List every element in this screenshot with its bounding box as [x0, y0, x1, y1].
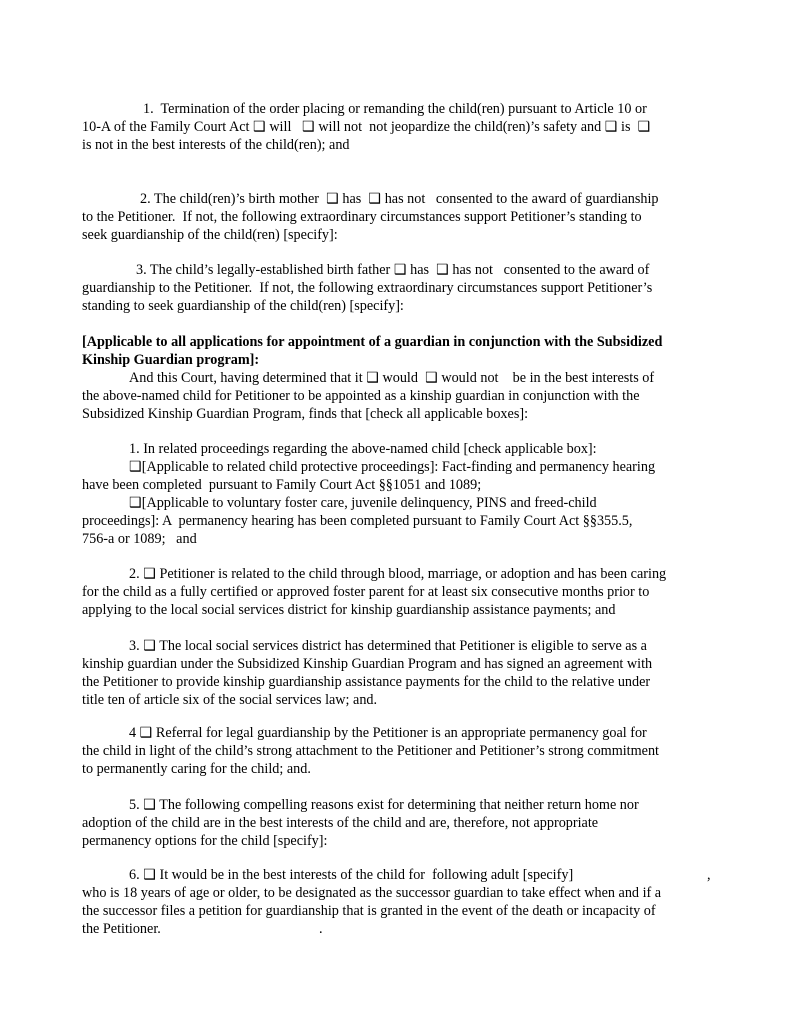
- k-item2-line3: applying to the local social services district for kinship guardianship assistance payments; and: [82, 602, 616, 618]
- kinship-intro-line2: the above-named child for Petitioner to be appointed as a kinship guardian in conjunction with the: [82, 388, 640, 404]
- item3-line3: standing to seek guardianship of the child(ren) [specify]:: [82, 298, 404, 314]
- k-item6-line4: the Petitioner.: [82, 921, 161, 937]
- item3-line1: 3. The child’s legally-established birth father ❑ has ❑ has not consented to the award of: [136, 262, 650, 278]
- will-checkbox[interactable]: ❑: [253, 119, 266, 135]
- k-item4-line3: to permanently caring for the child; and.: [82, 761, 311, 777]
- item2-line1: 2. The child(ren)’s birth mother ❑ has ❑ has not consented to the award of guardianship: [140, 191, 659, 207]
- k-item4-line1: 4 ❑ Referral for legal guardianship by the Petitioner is an appropriate permanency goal for: [129, 725, 647, 741]
- k-item1-opt-b-line1: ❑[Applicable to voluntary foster care, juvenile delinquency, PINS and freed-child: [129, 495, 597, 511]
- is-not-checkbox[interactable]: ❑: [637, 119, 651, 135]
- successor-guardian-checkbox[interactable]: ❑: [143, 867, 156, 883]
- k-item1-opt-b-line2: proceedings]: A permanency hearing has been completed pursuant to Family Court Act §§355.5,: [82, 513, 633, 529]
- father-has-checkbox[interactable]: ❑: [393, 262, 407, 278]
- is-checkbox[interactable]: ❑: [604, 119, 618, 135]
- item1-line3: is not in the best interests of the child(ren); and: [82, 137, 350, 153]
- k-item6-line1-comma: ,: [707, 867, 711, 883]
- mother-has-checkbox[interactable]: ❑: [326, 191, 339, 207]
- father-has-not-checkbox[interactable]: ❑: [436, 262, 449, 278]
- k-item3-line4: title ten of article six of the social services law; and.: [82, 692, 378, 708]
- k-item3-line2: kinship guardian under the Subsidized Kinship Guardian Program and has signed an agreement with: [82, 656, 653, 672]
- would-not-checkbox[interactable]: ❑: [425, 370, 438, 386]
- k-item5-line3: permanency options for the child [specify]:: [82, 833, 328, 849]
- related-by-blood-checkbox[interactable]: ❑: [143, 566, 156, 582]
- district-eligible-checkbox[interactable]: ❑: [143, 638, 156, 654]
- k-item1-line1: 1. In related proceedings regarding the above-named child [check applicable box]:: [129, 441, 597, 457]
- kinship-intro-line3: Subsidized Kinship Guardian Program, finds that [check all applicable boxes]:: [82, 406, 529, 422]
- k-item3-line3: the Petitioner to provide kinship guardianship assistance payments for the child to the relative under: [82, 674, 651, 690]
- item2-line2: to the Petitioner. If not, the following extraordinary circumstances support Petitioner’s standing to: [82, 209, 642, 225]
- kinship-intro-line1: And this Court, having determined that it ❑ would ❑ would not be in the best interests of: [129, 370, 655, 386]
- kinship-heading-line2: Kinship Guardian program]:: [82, 352, 260, 368]
- k-item1-opt-a-line1: ❑[Applicable to related child protective proceedings]: Fact-finding and permanency hearing: [129, 459, 656, 475]
- k-item6-line2: who is 18 years of age or older, to be designated as the successor guardian to take effect when and if a: [82, 885, 662, 901]
- k-item6-line3: the successor files a petition for guardianship that is granted in the event of the death or incapacity of: [82, 903, 656, 919]
- k-item6-line4-period: .: [319, 921, 323, 937]
- k-item6-line1: 6. ❑ It would be in the best interests of the child for following adult [specify]: [129, 867, 574, 883]
- k-item2-line2: for the child as a fully certified or approved foster parent for at least six consecutive months prior to: [82, 584, 650, 600]
- k-item1-opt-a-line2: have been completed pursuant to Family Court Act §§1051 and 1089;: [82, 477, 482, 493]
- k-item2-line1: 2. ❑ Petitioner is related to the child through blood, marriage, or adoption and has been caring: [129, 566, 667, 582]
- k-item5-line2: adoption of the child are in the best interests of the child and are, therefore, not appropriate: [82, 815, 599, 831]
- kinship-heading-line1: [Applicable to all applications for appointment of a guardian in conjunction with the Subsidized: [82, 334, 663, 350]
- k-item3-line1: 3. ❑ The local social services district has determined that Petitioner is eligible to serve as a: [129, 638, 647, 654]
- would-checkbox[interactable]: ❑: [366, 370, 379, 386]
- item1-line2: 10-A of the Family Court Act ❑ will ❑ will not not jeopardize the child(ren)’s safety and ❑ is ❑: [82, 119, 651, 135]
- voluntary-foster-care-checkbox[interactable]: ❑: [129, 495, 142, 511]
- item1-line1: 1. Termination of the order placing or remanding the child(ren) pursuant to Article 10 or: [143, 101, 647, 117]
- item3-line2: guardianship to the Petitioner. If not, the following extraordinary circumstances support Petitioner’s: [82, 280, 653, 296]
- k-item4-line2: the child in light of the child’s strong attachment to the Petitioner and Petitioner’s strong commitment: [82, 743, 659, 759]
- referral-checkbox[interactable]: ❑: [139, 725, 153, 741]
- compelling-reasons-checkbox[interactable]: ❑: [143, 797, 156, 813]
- mother-has-not-checkbox[interactable]: ❑: [368, 191, 382, 207]
- k-item5-line1: 5. ❑ The following compelling reasons exist for determining that neither return home nor: [129, 797, 639, 813]
- will-not-checkbox[interactable]: ❑: [302, 119, 315, 135]
- k-item1-opt-b-line3: 756-a or 1089; and: [82, 531, 197, 547]
- item2-line3: seek guardianship of the child(ren) [specify]:: [82, 227, 338, 243]
- child-protective-checkbox[interactable]: ❑: [129, 459, 142, 475]
